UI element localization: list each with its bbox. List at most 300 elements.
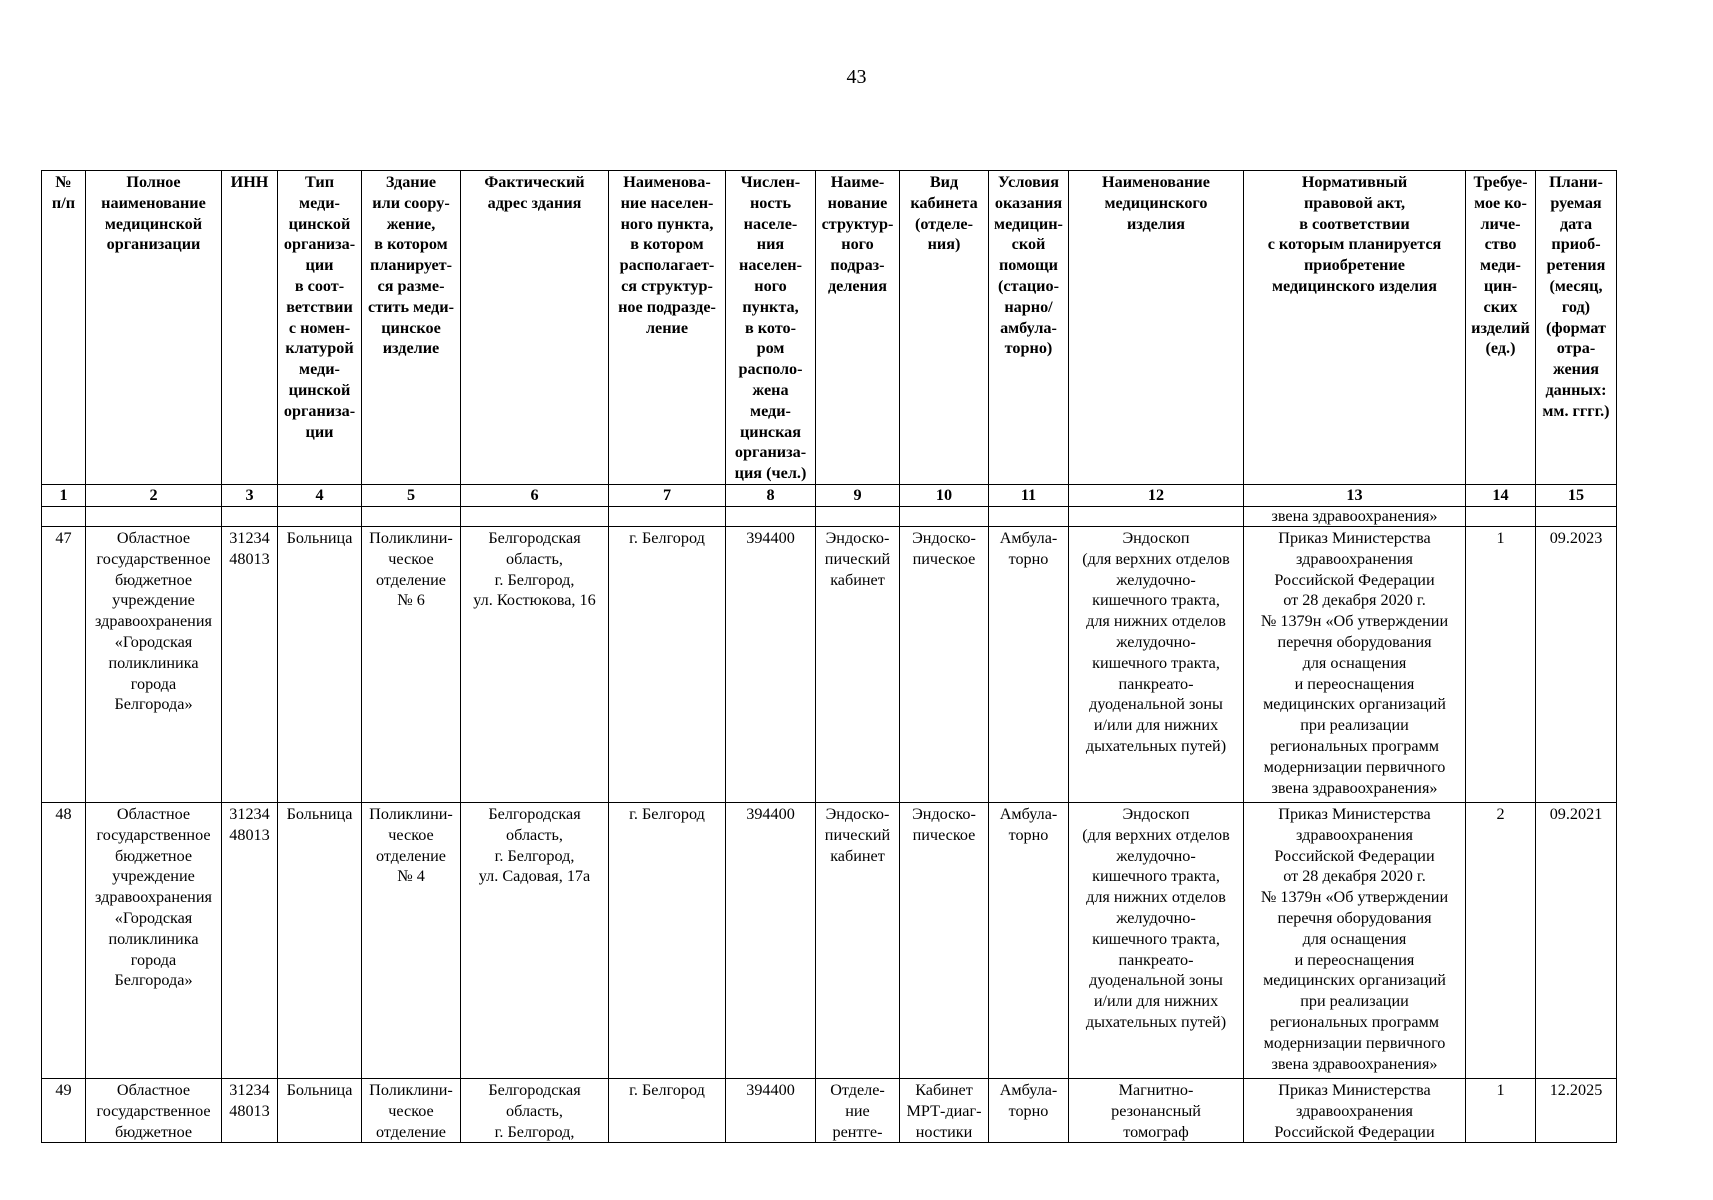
cell-line: ся разме- [377, 276, 445, 295]
cell-line: п/п [51, 193, 76, 212]
cell-building [362, 1078, 461, 1142]
cell-line: отделение [376, 846, 446, 865]
cell-line: (для верхних отделов [1082, 549, 1230, 568]
cell-line: г. Белгород [629, 804, 705, 823]
cell-line: Амбула- [999, 804, 1058, 823]
table-row [42, 1078, 1617, 1142]
cell-line: Областное [116, 1080, 191, 1099]
cell-line: государственное [96, 825, 211, 844]
cell-line: и/или для нижних [1093, 716, 1219, 735]
header-address [461, 171, 609, 485]
cell-organization-name [86, 1078, 222, 1142]
cell-line: торно [1008, 1101, 1049, 1120]
header-care-conditions [989, 171, 1069, 485]
cell-line: города [130, 674, 177, 693]
cell-population [726, 802, 816, 1078]
cell-line: торно [1008, 825, 1049, 844]
column-number: 14 [1466, 484, 1536, 506]
cell-line: здравоохранения [95, 612, 212, 631]
cell-line: Областное [116, 804, 191, 823]
cell-line: цинской [288, 380, 351, 399]
cell-line: личе- [1480, 214, 1521, 233]
cell-line: для нижних отделов [1086, 888, 1226, 907]
cell-line: Полное [126, 173, 181, 191]
cell-line: города [130, 950, 177, 969]
cell-line: наименование [101, 193, 206, 212]
cell-cabinet-type [900, 526, 989, 802]
header-organization-name [86, 171, 222, 485]
cell-line: звена здравоохранения» [1271, 778, 1438, 797]
cell-care-conditions [989, 1078, 1069, 1142]
cell-line: ностики [915, 1122, 973, 1141]
cell-line: ческое [388, 825, 434, 844]
cell-cabinet-type [900, 802, 989, 1078]
column-number: 3 [222, 484, 278, 506]
cell-line: отделение [376, 1122, 446, 1141]
cell-line: при реализации [1300, 716, 1409, 735]
cell-line: дата [1559, 214, 1593, 233]
cell-line: ских [1483, 297, 1518, 316]
cell-line: 09.2023 [1549, 528, 1603, 547]
cell-line: г. Белгород [629, 1080, 705, 1099]
cell-address [461, 802, 609, 1078]
cell-line: Больница [286, 528, 353, 547]
cell-line: «Городская [114, 908, 193, 927]
cell-line: организа- [283, 235, 356, 254]
cell-line: помощи [998, 256, 1058, 275]
cell-line: стить меди- [368, 297, 454, 316]
cell-line: жение, [386, 214, 436, 233]
cell-line: меди- [1480, 256, 1521, 275]
cell-line: клатурой [285, 339, 354, 358]
cell-line: Магнитно- [1118, 1080, 1194, 1099]
table-row [42, 802, 1617, 1078]
cell-line: медицинской [104, 214, 203, 233]
cell-line: Нормативный [1301, 173, 1408, 191]
cell-line: Фактический [484, 173, 585, 191]
cell-settlement [609, 526, 726, 802]
cell-line: 48013 [229, 825, 270, 844]
cell-building [362, 526, 461, 802]
cell-line: Здание [385, 173, 437, 191]
header-quantity [1466, 171, 1536, 485]
cell-line: 31234 [229, 528, 270, 547]
table-row [42, 526, 1617, 802]
cell-line: здравоохранения [95, 888, 212, 907]
cell-line: Поликлини- [369, 1080, 453, 1099]
continuation-text: звена здравоохранения» [1244, 506, 1466, 526]
cell-line: кишечного тракта, [1092, 653, 1220, 672]
cell-line: г. Белгород, [494, 570, 575, 589]
cell-line: бюджетное [114, 570, 193, 589]
cell-line: Наименование [1102, 173, 1210, 191]
cell-subdivision [816, 526, 900, 802]
cell-line: отделение [376, 570, 446, 589]
cell-line: 49 [55, 1080, 72, 1099]
cell-population [726, 1078, 816, 1142]
cell-inn [222, 802, 278, 1078]
cell-line: ное подразде- [618, 297, 716, 316]
cell-line: медицинского изделия [1271, 276, 1438, 295]
cell-line: 47 [55, 528, 72, 547]
cell-line: пический [824, 549, 891, 568]
cell-line: модернизации первичного [1263, 757, 1446, 776]
cell-line: изделий [1471, 318, 1530, 337]
cell-line: меди- [299, 193, 340, 212]
cell-line: располо- [738, 360, 803, 379]
cell-line: располагает- [619, 256, 715, 275]
cell-line: оказания [994, 193, 1063, 212]
cell-line: перечня оборудования [1277, 908, 1432, 927]
cell-line: модернизации первичного [1263, 1033, 1446, 1052]
cell-line: Амбула- [999, 1080, 1058, 1099]
cell-line: ции [305, 422, 334, 441]
cell-line: амбула- [1000, 318, 1057, 337]
cell-line: кишечного тракта, [1092, 591, 1220, 610]
cell-legal-act [1244, 526, 1466, 802]
cell-line: учреждение [112, 867, 195, 886]
cell-care-conditions [989, 526, 1069, 802]
cell-quantity [1466, 802, 1536, 1078]
cell-purchase-date [1536, 1078, 1617, 1142]
cell-line: меди- [299, 360, 340, 379]
cell-line: перечня оборудования [1277, 632, 1432, 651]
cell-line: торно) [1004, 339, 1053, 358]
cell-line: № 4 [397, 867, 425, 886]
cell-line: желудочно- [1116, 908, 1196, 927]
cell-line: ческое [388, 549, 434, 568]
cell-line: ного [754, 276, 787, 295]
column-number: 8 [726, 484, 816, 506]
cell-line: государственное [96, 1101, 211, 1120]
cell-org-type [278, 802, 362, 1078]
cell-line: (ед.) [1485, 339, 1516, 358]
cell-settlement [609, 802, 726, 1078]
cell-line: правовой акт, [1303, 193, 1406, 212]
cell-line: звена здравоохранения» [1271, 1054, 1438, 1073]
cell-line: пункта, [742, 297, 799, 316]
cell-line: Эндоско- [912, 804, 976, 823]
cell-line: Эндоско- [825, 528, 890, 547]
cell-line: в котором [374, 235, 448, 254]
cell-line: ул. Садовая, 17а [478, 867, 591, 886]
cell-number [42, 1078, 86, 1142]
cell-line: дыхательных путей) [1085, 1012, 1227, 1031]
cell-line: ром [756, 339, 785, 358]
cell-line: медицинского [1104, 193, 1208, 212]
column-number: 4 [278, 484, 362, 506]
cell-line: ного [841, 235, 874, 254]
cell-line: Поликлини- [369, 528, 453, 547]
cell-line: здравоохранения [1296, 549, 1413, 568]
cell-line: бюджетное [114, 846, 193, 865]
cell-line: Белгородская [488, 1080, 581, 1099]
cell-line: ретения [1546, 256, 1606, 275]
cell-line: кабинета [910, 193, 978, 212]
cell-line: Условия [998, 173, 1059, 191]
cell-line: организации [106, 235, 201, 254]
cell-line: Эндоскоп [1122, 804, 1190, 823]
cell-line: для нижних отделов [1086, 612, 1226, 631]
cell-organization-name [86, 802, 222, 1078]
cell-line: панкреато- [1118, 950, 1194, 969]
cell-line: ции [305, 256, 334, 275]
header-population [726, 171, 816, 485]
cell-line: 394400 [746, 1080, 795, 1099]
cell-line: Эндоско- [825, 804, 890, 823]
cell-line: дуоденальной зоны [1089, 695, 1223, 714]
cell-line: резонансный [1111, 1101, 1201, 1120]
cell-line: мм. гггг.) [1542, 401, 1610, 420]
cell-line: дуоденальной зоны [1089, 971, 1223, 990]
cell-line: медицинских организаций [1263, 695, 1446, 714]
cell-address [461, 1078, 609, 1142]
cell-line: Больница [286, 804, 353, 823]
cell-line: и переоснащения [1294, 950, 1415, 969]
cell-legal-act [1244, 1078, 1466, 1142]
cell-settlement [609, 1078, 726, 1142]
cell-line: жена [752, 380, 789, 399]
cell-line: с которым планируется [1267, 235, 1442, 254]
cell-building [362, 802, 461, 1078]
column-numbers-row [42, 484, 1617, 506]
cell-line: Амбула- [999, 528, 1058, 547]
table-header-row [42, 171, 1617, 485]
cell-line: пический [824, 825, 891, 844]
header-cabinet-type [900, 171, 989, 485]
cell-line: Больница [286, 1080, 353, 1099]
cell-line: учреждение [112, 591, 195, 610]
cell-line: ние [845, 1101, 870, 1120]
cell-line: 1 [1496, 1080, 1505, 1099]
cell-line: с номен- [288, 318, 351, 337]
cell-care-conditions [989, 802, 1069, 1078]
cell-line: 12.2025 [1549, 1080, 1603, 1099]
cell-line: 09.2021 [1549, 804, 1603, 823]
cell-subdivision [816, 1078, 900, 1142]
cell-line: организа- [283, 401, 356, 420]
cell-line: региональных программ [1269, 736, 1440, 755]
cell-line: Российской Федерации [1274, 846, 1435, 865]
cell-line: желудочно- [1116, 632, 1196, 651]
cell-line: ление [645, 318, 689, 337]
cell-line: жения [1552, 360, 1600, 379]
cell-line: Областное [116, 528, 191, 547]
column-number: 11 [989, 484, 1069, 506]
cell-line: (месяц, [1549, 276, 1603, 295]
cell-line: г. Белгород, [494, 846, 575, 865]
cell-line: 48013 [229, 1101, 270, 1120]
cell-line: ния [756, 235, 785, 254]
cell-line: г. Белгород [629, 528, 705, 547]
cell-line: панкреато- [1118, 674, 1194, 693]
cell-line: желудочно- [1116, 846, 1196, 865]
cell-line: 48 [55, 804, 72, 823]
cell-line: ния) [927, 235, 961, 254]
cell-line: (формат [1546, 318, 1606, 337]
cell-line: Требуе- [1473, 173, 1528, 191]
cell-org-type [278, 526, 362, 802]
cell-line: приоб- [1551, 235, 1601, 254]
cell-line: медицин- [994, 214, 1063, 233]
cell-quantity [1466, 1078, 1536, 1142]
cell-line: медицинских организаций [1263, 971, 1446, 990]
cell-line: населен- [739, 256, 802, 275]
cell-line: изделие [382, 339, 440, 358]
cell-line: ного пункта, [620, 214, 714, 233]
header-device-name [1069, 171, 1244, 485]
cell-line: цинское [381, 318, 441, 337]
cell-line: г. Белгород, [494, 1122, 575, 1141]
cell-line: или соору- [372, 193, 450, 212]
cell-line: 31234 [229, 804, 270, 823]
column-number: 6 [461, 484, 609, 506]
cell-line: ность [749, 193, 792, 212]
cell-line: поликлиника [108, 653, 199, 672]
cell-purchase-date [1536, 802, 1617, 1078]
cell-line: изделия [1126, 214, 1186, 233]
header-building [362, 171, 461, 485]
cell-line: при реализации [1300, 992, 1409, 1011]
cell-line: Наиме- [830, 173, 885, 191]
cell-line: (стацио- [998, 276, 1059, 295]
header-purchase-date [1536, 171, 1617, 485]
cell-line: подраз- [830, 256, 885, 275]
cell-line: Приказ Министерства [1278, 804, 1431, 823]
cell-device-name [1069, 1078, 1244, 1142]
cell-line: 394400 [746, 528, 795, 547]
cell-line: Приказ Министерства [1278, 528, 1431, 547]
cell-line: торно [1008, 549, 1049, 568]
cell-line: бюджетное [114, 1122, 193, 1141]
cell-line: № [55, 173, 72, 191]
cell-line: Белгородская [488, 528, 581, 547]
cell-line: поликлиника [108, 929, 199, 948]
cell-line: Числен- [740, 173, 801, 191]
cell-line: 2 [1496, 804, 1505, 823]
cell-line: пическое [912, 549, 976, 568]
cell-line: от 28 декабря 2020 г. [1283, 867, 1426, 886]
column-number: 1 [42, 484, 86, 506]
cell-inn [222, 1078, 278, 1142]
cell-population [726, 526, 816, 802]
cell-line: приобретение [1303, 256, 1405, 275]
cell-line: 48013 [229, 549, 270, 568]
cell-subdivision [816, 802, 900, 1078]
cell-device-name [1069, 526, 1244, 802]
header-inn [222, 171, 278, 485]
cell-line: здравоохранения [1296, 825, 1413, 844]
equipment-table [41, 170, 1617, 1143]
cell-line: руемая [1550, 193, 1602, 212]
cell-line: планирует- [369, 256, 453, 275]
cell-line: «Городская [114, 632, 193, 651]
cell-purchase-date [1536, 526, 1617, 802]
cell-line: в котором [630, 235, 704, 254]
cell-line: область, [506, 825, 563, 844]
cell-line: Вид [929, 173, 959, 191]
cell-line: ветствии [286, 297, 353, 316]
header-settlement [609, 171, 726, 485]
cell-line: Плани- [1549, 173, 1603, 191]
cell-line: ство [1484, 235, 1517, 254]
page-number: 43 [846, 66, 867, 88]
cell-line: кабинет [830, 846, 885, 865]
cell-line: 31234 [229, 1080, 270, 1099]
cell-device-name [1069, 802, 1244, 1078]
cell-line: кабинет [830, 570, 885, 589]
cell-line: населе- [743, 214, 798, 233]
cell-line: Российской Федерации [1274, 1122, 1435, 1141]
cell-line: для оснащения [1302, 929, 1407, 948]
cell-line: ской [1011, 235, 1046, 254]
cell-line: ция (чел.) [734, 464, 807, 483]
cell-line: Белгорода» [114, 971, 193, 990]
cell-line: год) [1561, 297, 1591, 316]
cell-number [42, 802, 86, 1078]
cell-line: деления [827, 276, 888, 295]
cell-line: в соответствии [1299, 214, 1410, 233]
cell-line: № 1379н «Об утверждении [1260, 888, 1449, 907]
cell-cabinet-type [900, 1078, 989, 1142]
column-number: 2 [86, 484, 222, 506]
cell-line: цин- [1483, 276, 1518, 295]
cell-line: Российской Федерации [1274, 570, 1435, 589]
cell-quantity [1466, 526, 1536, 802]
cell-line: ся структур- [621, 276, 713, 295]
cell-line: ние населен- [620, 193, 714, 212]
cell-line: нарно/ [1004, 297, 1053, 316]
cell-line: (отделе- [914, 214, 974, 233]
column-number: 10 [900, 484, 989, 506]
cell-line: адрес здания [487, 193, 582, 212]
cell-line: Приказ Министерства [1278, 1080, 1431, 1099]
cell-legal-act [1244, 802, 1466, 1078]
cell-line: государственное [96, 549, 211, 568]
column-number: 15 [1536, 484, 1617, 506]
cell-line: отра- [1556, 339, 1596, 358]
cell-line: кишечного тракта, [1092, 867, 1220, 886]
column-number: 7 [609, 484, 726, 506]
cell-line: № 1379н «Об утверждении [1260, 612, 1449, 631]
column-number: 12 [1069, 484, 1244, 506]
cell-line: Отделе- [830, 1080, 885, 1099]
header-org-type [278, 171, 362, 485]
cell-line: нование [827, 193, 888, 212]
continuation-cell [42, 506, 86, 526]
cell-line: мое ко- [1474, 193, 1527, 212]
cell-line: здравоохранения [1296, 1101, 1413, 1120]
cell-line: область, [506, 1101, 563, 1120]
cell-line: область, [506, 549, 563, 568]
cell-line: Белгородская [488, 804, 581, 823]
cell-line: кишечного тракта, [1092, 929, 1220, 948]
header-subdivision [816, 171, 900, 485]
header-legal-act [1244, 171, 1466, 485]
cell-line: цинской [288, 214, 351, 233]
cell-line: томограф [1123, 1122, 1189, 1141]
cell-organization-name [86, 526, 222, 802]
cell-line: и/или для нижних [1093, 992, 1219, 1011]
cell-line: меди- [750, 401, 791, 420]
cell-address [461, 526, 609, 802]
cell-line: ИНН [230, 173, 269, 191]
cell-line: 1 [1496, 528, 1505, 547]
cell-line: желудочно- [1116, 570, 1196, 589]
column-number: 9 [816, 484, 900, 506]
cell-line: для оснащения [1302, 653, 1407, 672]
cell-number [42, 526, 86, 802]
